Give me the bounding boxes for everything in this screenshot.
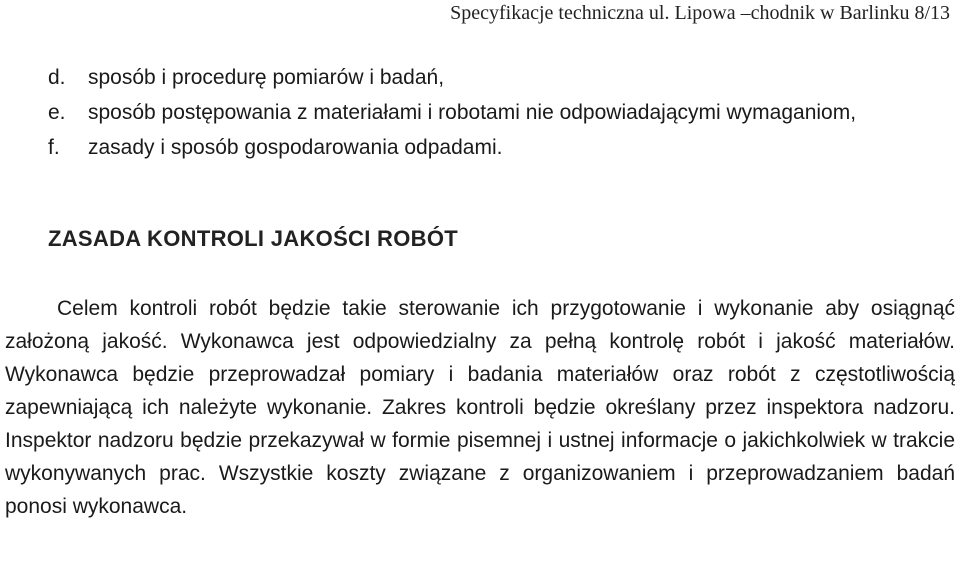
list-marker: f. <box>48 136 60 159</box>
page-header: Specyfikacje techniczna ul. Lipowa –chodnik w Barlinku 8/13 <box>450 2 950 24</box>
list-item <box>48 95 948 130</box>
section-heading: ZASADA KONTROLI JAKOŚCI ROBÓT <box>48 226 458 251</box>
list-item <box>48 60 948 95</box>
list-marker: e. <box>48 101 66 124</box>
list-marker: d. <box>48 66 66 89</box>
list-item-text: zasady i sposób gospodarowania odpadami. <box>88 136 503 159</box>
list-item-text: sposób i procedurę pomiarów i badań, <box>88 66 445 89</box>
body-paragraph: Celem kontroli robót będzie takie sterowanie ich przygotowanie i wykonanie aby osiągnąć założoną jakość. Wykonawca jest odpowiedzialny za pełną kontrolę robót i jakość materiałów. Wykonawca będzie przeprowadzał pomiary i badania materiałów oraz robót z częstotliwością zapewniającą ich należyte wykonanie. Zakres kontroli będzie określany przez inspektora nadzoru. Inspektor nadzoru będzie przekazywał w formie pisemnej i ustnej informacje o jakichkolwiek w trakcie wykonywanych prac. Wszystkie koszty związane z organizowaniem i przeprowadzaniem badań ponosi wykonawca. <box>5 297 955 518</box>
list-item <box>48 130 948 165</box>
list-item-text: sposób postępowania z materiałami i robotami nie odpowiadającymi wymaganiom, <box>88 101 857 124</box>
requirements-list <box>48 60 948 165</box>
